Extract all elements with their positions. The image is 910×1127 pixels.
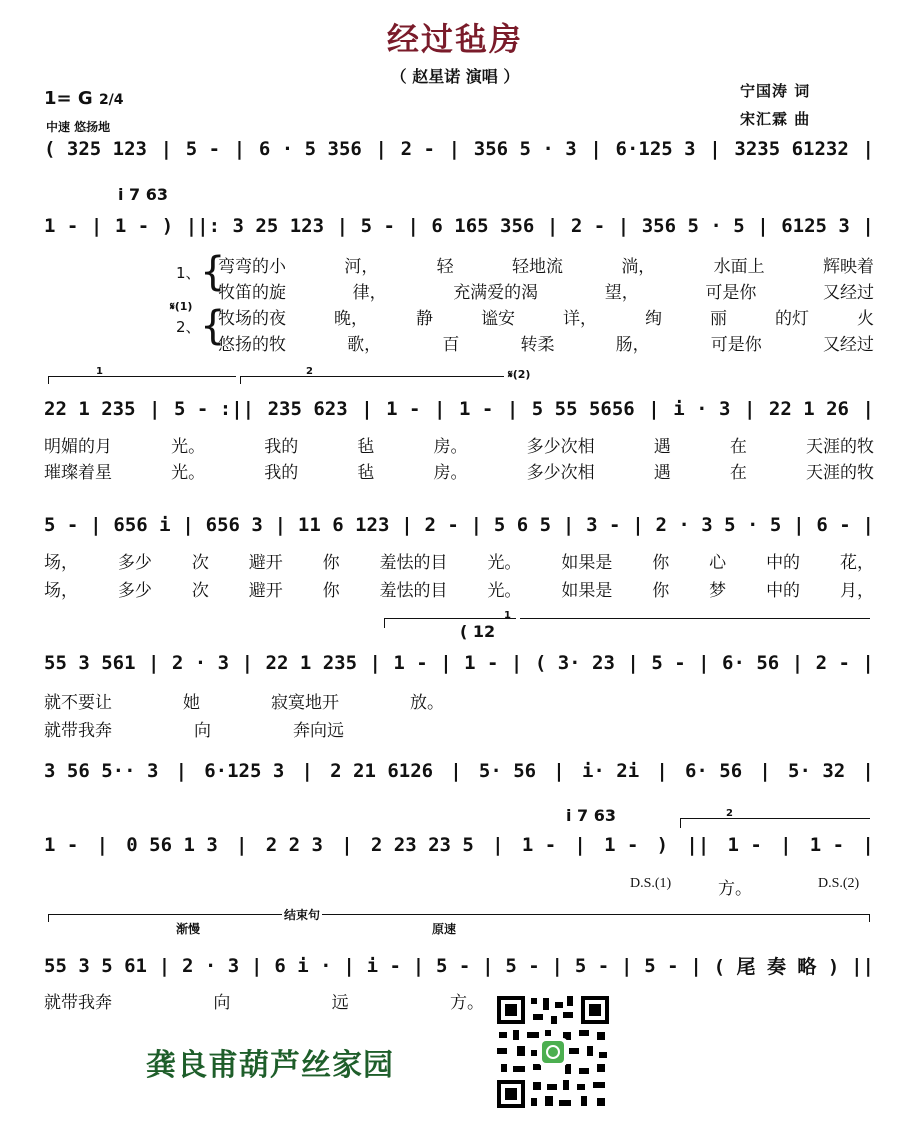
note-group: 6 - bbox=[816, 514, 851, 536]
lyrics-row-3a bbox=[44, 432, 874, 457]
lyric-segment: 远 bbox=[331, 993, 349, 1013]
lyric-segment: 羞怯的目 bbox=[379, 581, 448, 601]
note-group: 6 i · bbox=[274, 954, 332, 977]
note-group: 1 - bbox=[458, 398, 494, 420]
bar-line: | bbox=[434, 398, 446, 420]
lyric-segment: 绚 bbox=[645, 309, 662, 329]
bar-line: | bbox=[757, 215, 769, 237]
note-group: 235 623 bbox=[267, 398, 348, 420]
bar-line: | bbox=[620, 954, 633, 977]
ending-bracket bbox=[48, 914, 870, 915]
lyrics-row-4a bbox=[44, 548, 874, 573]
ending-tick-left bbox=[48, 914, 49, 922]
note-group: 2 · 3 bbox=[182, 954, 240, 977]
note-group: 5 - bbox=[644, 954, 679, 977]
note-group: 0 56 1 3 bbox=[126, 834, 218, 856]
lyric-segment: 房。 bbox=[433, 463, 468, 483]
lyrics-row-3b bbox=[44, 458, 874, 483]
first-ending-tick bbox=[48, 376, 49, 384]
lyric-segment: 淌， bbox=[621, 257, 656, 277]
lyric-segment: 详， bbox=[563, 309, 597, 329]
note-group: 1 - bbox=[521, 834, 557, 856]
note-group: 6·125 3 bbox=[204, 760, 285, 782]
bar-line: | bbox=[361, 398, 373, 420]
note-group: 2 · 3 5 · 5 bbox=[655, 514, 782, 536]
note-group: 2 · 3 bbox=[171, 652, 230, 674]
reprise-note: ( 12 bbox=[460, 622, 496, 641]
lyric-segment: 中的 bbox=[766, 553, 801, 573]
lyric-segment: 在 bbox=[729, 463, 747, 483]
bar-line: | bbox=[492, 834, 504, 856]
note-group: 1 - bbox=[393, 652, 428, 674]
lyrics-row-5a bbox=[44, 688, 444, 713]
verse-1-label: 1、 bbox=[176, 264, 201, 282]
lyric-segment: 就不要让 bbox=[44, 693, 112, 713]
note-group: 5 - bbox=[185, 138, 221, 160]
note-group: 6· 56 bbox=[722, 652, 780, 674]
bar-line: | bbox=[343, 954, 355, 977]
lyric-segment: 河， bbox=[344, 257, 379, 277]
bar-line: | bbox=[553, 760, 565, 782]
lyric-segment: 晚， bbox=[334, 309, 368, 329]
bar-line: | bbox=[236, 834, 248, 856]
composer-credit: 宋汇霖 曲 bbox=[740, 110, 811, 128]
second-ending-bracket bbox=[240, 376, 504, 377]
note-group: ) bbox=[161, 215, 174, 237]
lyric-segment: 肠， bbox=[615, 335, 650, 355]
watermark-text: 龚良甫葫芦丝家园 bbox=[146, 1048, 394, 1083]
lyric-segment: 谧安 bbox=[481, 309, 515, 329]
lyric-segment: 牧笛的旋 bbox=[218, 283, 286, 303]
bar-line: | bbox=[780, 834, 792, 856]
mark-ending-phrase: 结束句 bbox=[284, 908, 321, 922]
lyric-segment: 光。 bbox=[171, 437, 206, 457]
note-group: 5 - bbox=[360, 215, 395, 237]
lyric-segment: 静 bbox=[416, 309, 433, 329]
note-group: 1 - bbox=[386, 398, 421, 420]
score-row-2 bbox=[44, 215, 874, 237]
qr-code-graphic bbox=[493, 992, 613, 1112]
note-group: 2 - bbox=[400, 138, 435, 160]
bar-line: | bbox=[862, 514, 874, 536]
ending-tick-right bbox=[869, 914, 870, 922]
song-title: 经过毡房 bbox=[386, 20, 523, 58]
bar-line: | bbox=[656, 760, 668, 782]
note-group: 22 1 235 bbox=[265, 652, 358, 674]
bar-line: | bbox=[470, 514, 483, 536]
note-group: 5 - bbox=[574, 954, 610, 977]
lyric-segment: 光。 bbox=[171, 463, 206, 483]
note-group: 1 - bbox=[727, 834, 762, 856]
bar-line: | bbox=[690, 954, 702, 977]
lyric-segment: 轻地流 bbox=[511, 257, 563, 277]
bar-line: | bbox=[574, 834, 586, 856]
note-group: 5 - bbox=[44, 514, 79, 536]
note-group: 356 5 · 5 bbox=[641, 215, 745, 237]
note-group: 356 5 · 3 bbox=[473, 138, 577, 160]
note-group: 5 55 5656 bbox=[531, 398, 635, 420]
verse-line-1 bbox=[218, 252, 874, 277]
lyric-segment: 就带我奔 bbox=[44, 721, 112, 741]
note-group: 656 3 bbox=[205, 514, 263, 536]
note-group: 2 - bbox=[815, 652, 850, 674]
lyric-segment: 的灯 bbox=[775, 309, 809, 329]
note-group: 1 - bbox=[809, 834, 845, 856]
verse-line-4 bbox=[218, 330, 874, 355]
note-group: 2 - bbox=[570, 215, 606, 237]
lyric-segment: 寂寞地开 bbox=[271, 693, 339, 713]
tempo-marking: 中速 悠扬地 bbox=[46, 120, 111, 134]
lyric-segment: 月， bbox=[839, 581, 874, 601]
lyric-segment: 放。 bbox=[410, 693, 444, 713]
lyric-segment: 毡 bbox=[357, 463, 375, 483]
lyric-segment: 毡 bbox=[357, 437, 375, 457]
lyrics-row-5b bbox=[44, 716, 344, 741]
second-ending-number: 2 bbox=[306, 366, 313, 377]
lyric-segment: 你 bbox=[652, 553, 670, 573]
note-group: 3 25 123 bbox=[232, 215, 325, 237]
note-group: 22 1 26 bbox=[768, 398, 849, 420]
note-group: 55 3 5 61 bbox=[44, 954, 147, 977]
bar-line: | bbox=[793, 514, 805, 536]
bar-line: | bbox=[862, 834, 874, 856]
lyric-segment: 场， bbox=[44, 581, 78, 601]
note-group: 22 1 235 bbox=[44, 398, 136, 420]
segno-2-marker: 𝄋(2) bbox=[508, 368, 531, 381]
note-group: 6·125 3 bbox=[615, 138, 696, 160]
lyric-segment: 律， bbox=[352, 283, 387, 303]
lyric-segment: 梦 bbox=[709, 581, 727, 601]
bar-line: | bbox=[448, 138, 461, 160]
note-group: 2 23 23 5 bbox=[370, 834, 474, 856]
note-group: i· 2i bbox=[581, 760, 640, 782]
lyric-segment: 望， bbox=[604, 283, 639, 303]
lyric-segment: 又经过 bbox=[822, 335, 874, 355]
note-group: i · 3 bbox=[673, 398, 731, 420]
lyric-segment: 充满爱的渴 bbox=[453, 283, 539, 303]
lyric-segment: 花， bbox=[839, 553, 874, 573]
verse-line-3 bbox=[218, 304, 874, 329]
note-group: 2 21 6126 bbox=[330, 760, 434, 782]
bar-line: || bbox=[686, 834, 710, 856]
lyric-segment: 多少次相 bbox=[526, 437, 595, 457]
lyric-segment: 遇 bbox=[653, 437, 671, 457]
bar-line: | bbox=[274, 514, 287, 536]
bar-line: | bbox=[96, 834, 109, 856]
grace-notes: i 7 63 bbox=[118, 185, 169, 204]
bar-line: | bbox=[482, 954, 494, 977]
note-group: 5 - bbox=[505, 954, 540, 977]
note-group: 1 - bbox=[464, 652, 499, 674]
bar-line: | bbox=[341, 834, 353, 856]
reprise-bracket-1 bbox=[384, 618, 516, 619]
lyric-segment: 火 bbox=[857, 309, 874, 329]
note-group: 5 - :|| bbox=[174, 398, 255, 420]
key-label: 1= G bbox=[44, 88, 93, 109]
bar-line: | bbox=[233, 138, 246, 160]
bar-line: ||: bbox=[185, 215, 221, 237]
note-group: 1 - bbox=[114, 215, 150, 237]
note-group: 656 i bbox=[113, 514, 171, 536]
lyric-segment: 多少次相 bbox=[526, 463, 595, 483]
bar-line: | bbox=[627, 652, 639, 674]
verse-1-brace: { bbox=[200, 249, 226, 295]
lyric-segment: 你 bbox=[322, 581, 340, 601]
bar-line: | bbox=[590, 138, 602, 160]
note-group: ) bbox=[656, 834, 669, 856]
first-ending-bracket bbox=[48, 376, 236, 377]
lyric-segment: 如果是 bbox=[561, 553, 613, 573]
bar-line: | bbox=[251, 954, 263, 977]
note-group: 3 - bbox=[586, 514, 621, 536]
lyric-segment: 你 bbox=[652, 581, 670, 601]
reprise-number-1: 1 bbox=[504, 610, 511, 621]
bar-line: | bbox=[698, 652, 710, 674]
bar-line: | bbox=[862, 398, 874, 420]
bar-line: | bbox=[301, 760, 313, 782]
bar-line: | bbox=[175, 760, 188, 782]
note-group: 3 56 5·· 3 bbox=[44, 760, 159, 782]
reprise-tick-1 bbox=[384, 618, 385, 628]
note-group: 2 2 3 bbox=[265, 834, 323, 856]
lyric-segment: 丽 bbox=[710, 309, 727, 329]
lyric-segment: 次 bbox=[191, 553, 209, 573]
bar-line: | bbox=[182, 514, 194, 536]
bar-line: | bbox=[375, 138, 387, 160]
lyric-fang: 方。 bbox=[718, 879, 752, 899]
bar-line: | bbox=[862, 652, 874, 674]
lyric-segment: 水面上 bbox=[713, 257, 765, 277]
bar-line: | bbox=[369, 652, 381, 674]
mark-a-tempo: 原速 bbox=[432, 922, 457, 936]
bar-line: | bbox=[648, 398, 660, 420]
bar-line: | bbox=[743, 398, 756, 420]
bar-line: | bbox=[862, 138, 874, 160]
score-row-7 bbox=[44, 834, 874, 856]
lyric-segment: 就带我奔 bbox=[44, 993, 112, 1013]
singer-credit: （ 赵星诺 演唱 ） bbox=[390, 67, 520, 86]
lyric-segment: 光。 bbox=[487, 581, 522, 601]
bar-line: | bbox=[90, 215, 103, 237]
score-row-1 bbox=[44, 138, 874, 160]
lyric-segment: 遇 bbox=[653, 463, 671, 483]
bar-line: | bbox=[617, 215, 630, 237]
lyric-segment: 歌， bbox=[347, 335, 382, 355]
bar-line: | bbox=[510, 652, 523, 674]
bar-line: | bbox=[407, 215, 419, 237]
lyric-segment: 次 bbox=[191, 581, 209, 601]
bar-line: | bbox=[147, 652, 160, 674]
lyric-segment: 在 bbox=[729, 437, 747, 457]
reprise-tick-2 bbox=[680, 818, 681, 828]
bar-line: | bbox=[709, 138, 721, 160]
lyric-segment: 光。 bbox=[487, 553, 522, 573]
bar-line: | bbox=[149, 398, 161, 420]
lyrics-row-8 bbox=[44, 988, 484, 1013]
bar-line: | bbox=[551, 954, 563, 977]
lyric-segment: 中的 bbox=[766, 581, 801, 601]
bar-line: | bbox=[160, 138, 173, 160]
lyric-segment: 你 bbox=[322, 553, 340, 573]
verse-2-brace: { bbox=[200, 303, 226, 349]
note-group: i - bbox=[366, 954, 401, 977]
lyric-segment: 多少 bbox=[117, 581, 152, 601]
lyric-segment: 轻 bbox=[436, 257, 454, 277]
bar-line: | bbox=[401, 514, 413, 536]
mark-ritardando: 渐慢 bbox=[176, 922, 201, 936]
lyric-segment: 天涯的牧 bbox=[806, 463, 874, 483]
lyrics-row-4b bbox=[44, 576, 874, 601]
reprise-bracket-2 bbox=[680, 818, 870, 819]
note-group: 1 - bbox=[604, 834, 639, 856]
key-signature bbox=[44, 88, 124, 109]
bar-line: | bbox=[336, 215, 349, 237]
note-group: 3235 61232 bbox=[734, 138, 849, 160]
lyric-segment: 牧场的夜 bbox=[218, 309, 286, 329]
lyric-segment: 明媚的月 bbox=[44, 437, 112, 457]
note-group: 1 - bbox=[44, 215, 79, 237]
score-row-4 bbox=[44, 514, 874, 536]
lyric-segment: 场， bbox=[44, 553, 78, 573]
bar-line: | bbox=[862, 760, 874, 782]
segno-1-marker: 𝄋(1) bbox=[170, 300, 193, 313]
lyric-segment: 我的 bbox=[264, 437, 299, 457]
lyric-segment: 转柔 bbox=[520, 335, 555, 355]
verse-2-label: 2、 bbox=[176, 318, 201, 336]
lyric-segment: 避开 bbox=[248, 553, 283, 573]
note-group: ( 325 123 bbox=[44, 138, 147, 160]
lyric-segment: 又经过 bbox=[822, 283, 874, 303]
qr-code-image bbox=[493, 992, 613, 1112]
note-group: ( 3· 23 bbox=[534, 652, 615, 674]
lyric-segment: 我的 bbox=[264, 463, 299, 483]
lyric-segment: 心 bbox=[709, 553, 727, 573]
bar-line: | bbox=[241, 652, 254, 674]
note-group: 6· 56 bbox=[684, 760, 743, 782]
lyric-segment: 羞怯的目 bbox=[379, 553, 448, 573]
lyric-segment: 天涯的牧 bbox=[806, 437, 874, 457]
score-row-6 bbox=[44, 760, 874, 782]
bar-line: | bbox=[632, 514, 644, 536]
note-group: 5· 32 bbox=[788, 760, 846, 782]
time-signature: 2/4 bbox=[98, 92, 124, 108]
bar-line: | bbox=[412, 954, 425, 977]
bar-line: | bbox=[546, 215, 559, 237]
bar-line: | bbox=[90, 514, 102, 536]
note-group: 6125 3 bbox=[781, 215, 850, 237]
bar-line: | bbox=[862, 215, 874, 237]
note-group: 5· 56 bbox=[478, 760, 537, 782]
bar-line: | bbox=[158, 954, 171, 977]
second-ending-tick bbox=[240, 376, 241, 384]
note-group: 5 - bbox=[436, 954, 471, 977]
grace-notes-2: i 7 63 bbox=[566, 806, 617, 825]
bar-line: | bbox=[450, 760, 462, 782]
note-group: 11 6 123 bbox=[297, 514, 390, 536]
note-group: 6 · 5 356 bbox=[258, 138, 362, 160]
reprise-number-2: 2 bbox=[726, 808, 733, 819]
first-ending-number: 1 bbox=[96, 366, 103, 377]
lyric-segment: 如果是 bbox=[561, 581, 613, 601]
lyricist-credit: 宁国涛 词 bbox=[740, 82, 811, 100]
ds-1-marker: D.S.(1) bbox=[630, 876, 672, 891]
note-group: 2 - bbox=[424, 514, 459, 536]
ds-2-marker: D.S.(2) bbox=[818, 876, 860, 891]
lyric-segment: 向 bbox=[194, 721, 211, 741]
lyric-segment: 多少 bbox=[117, 553, 152, 573]
reprise-bracket-1b bbox=[520, 618, 870, 619]
note-group: 6 165 356 bbox=[431, 215, 535, 237]
verse-line-2 bbox=[218, 278, 874, 303]
lyric-segment: 弯弯的小 bbox=[218, 257, 286, 277]
lyric-segment: 辉映着 bbox=[822, 257, 874, 277]
note-group: 55 3 561 bbox=[44, 652, 136, 674]
note-group: 5 - bbox=[651, 652, 686, 674]
note-group: ( 尾 奏 略 ) bbox=[713, 956, 840, 978]
lyric-segment: 悠扬的牧 bbox=[218, 335, 286, 355]
score-row-3 bbox=[44, 398, 874, 420]
lyric-segment: 方。 bbox=[449, 993, 484, 1013]
score-row-8 bbox=[44, 952, 874, 979]
lyric-segment: 房。 bbox=[433, 437, 468, 457]
note-group: 1 - bbox=[44, 834, 79, 856]
bar-line: | bbox=[506, 398, 519, 420]
note-group: 5 6 5 bbox=[493, 514, 552, 536]
bar-line: | bbox=[440, 652, 452, 674]
bar-line: | bbox=[562, 514, 575, 536]
score-row-5 bbox=[44, 652, 874, 674]
lyric-segment: 向 bbox=[213, 993, 231, 1013]
lyric-segment: 可是你 bbox=[705, 283, 757, 303]
lyric-segment: 百 bbox=[442, 335, 460, 355]
bar-line: | bbox=[791, 652, 804, 674]
bar-line: | bbox=[759, 760, 771, 782]
lyric-segment: 避开 bbox=[248, 581, 283, 601]
lyric-segment: 璀璨着星 bbox=[44, 463, 112, 483]
lyric-segment: 奔向远 bbox=[293, 721, 344, 741]
lyric-segment: 可是你 bbox=[710, 335, 762, 355]
bar-line: || bbox=[851, 954, 874, 977]
lyric-segment: 她 bbox=[183, 693, 200, 713]
